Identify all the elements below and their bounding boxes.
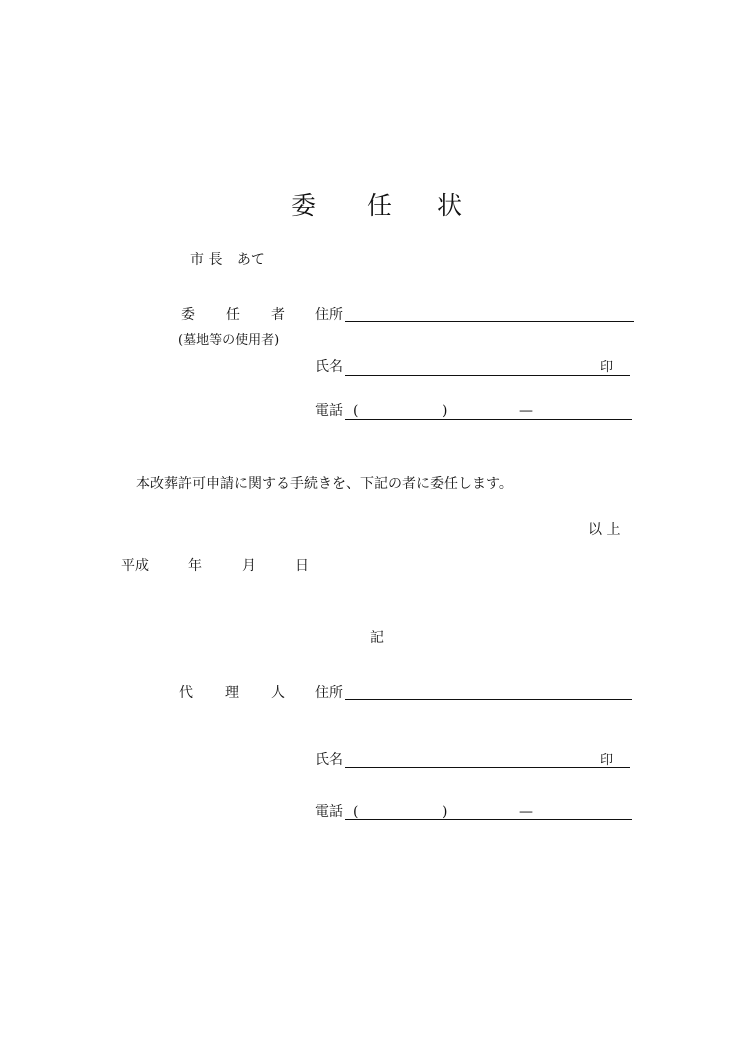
agent-seal-mark: 印	[600, 753, 614, 768]
date-year: 年	[188, 558, 202, 574]
agent-phone-open-paren: (	[353, 804, 359, 820]
date-month: 月	[242, 558, 256, 574]
date-line	[121, 557, 321, 575]
principal-name-field[interactable]	[345, 375, 630, 376]
principal-label-char: 任	[226, 307, 240, 323]
addressee	[190, 251, 265, 269]
title-char: 委	[291, 191, 319, 220]
closing-mark: 以 上	[588, 522, 621, 538]
agent-name-field[interactable]	[345, 767, 630, 768]
title-char: 状	[437, 191, 465, 220]
agent-name-label: 氏名	[315, 752, 343, 768]
delegation-statement: 本改葬許可申請に関する手続きを、下記の者に委任します。	[136, 476, 513, 492]
principal-name-label: 氏名	[315, 359, 343, 375]
agent-phone-close-paren: )	[442, 804, 448, 820]
principal-label	[181, 306, 285, 324]
principal-phone-field[interactable]	[345, 419, 632, 420]
agent-phone-dash: —	[519, 804, 533, 820]
principal-label-char: 者	[271, 307, 285, 323]
principal-seal-mark: 印	[600, 360, 614, 375]
principal-label-char: 委	[181, 307, 195, 323]
principal-phone-close-paren: )	[442, 403, 448, 419]
date-day: 日	[295, 558, 309, 574]
principal-phone-dash: —	[519, 403, 533, 419]
agent-label-char: 理	[225, 685, 239, 701]
agent-label-char: 代	[179, 685, 193, 701]
document-title	[0, 186, 750, 218]
principal-phone-open-paren: (	[353, 403, 359, 419]
date-era: 平成	[121, 558, 149, 574]
principal-address-field[interactable]	[345, 321, 634, 322]
principal-phone-label: 電話	[315, 403, 343, 419]
title-char: 任	[367, 191, 395, 220]
agent-address-field[interactable]	[345, 699, 632, 700]
principal-sublabel: (墓地等の使用者)	[178, 333, 280, 348]
agent-label	[179, 684, 285, 702]
agent-phone-field[interactable]	[345, 819, 632, 820]
principal-address-label: 住所	[315, 307, 343, 323]
agent-phone-label: 電話	[315, 804, 343, 820]
agent-label-char: 人	[271, 685, 285, 701]
addressee-suffix: あて	[236, 252, 265, 268]
section-mark: 記	[370, 630, 384, 646]
addressee-office: 市 長	[190, 252, 223, 268]
agent-address-label: 住所	[315, 685, 343, 701]
